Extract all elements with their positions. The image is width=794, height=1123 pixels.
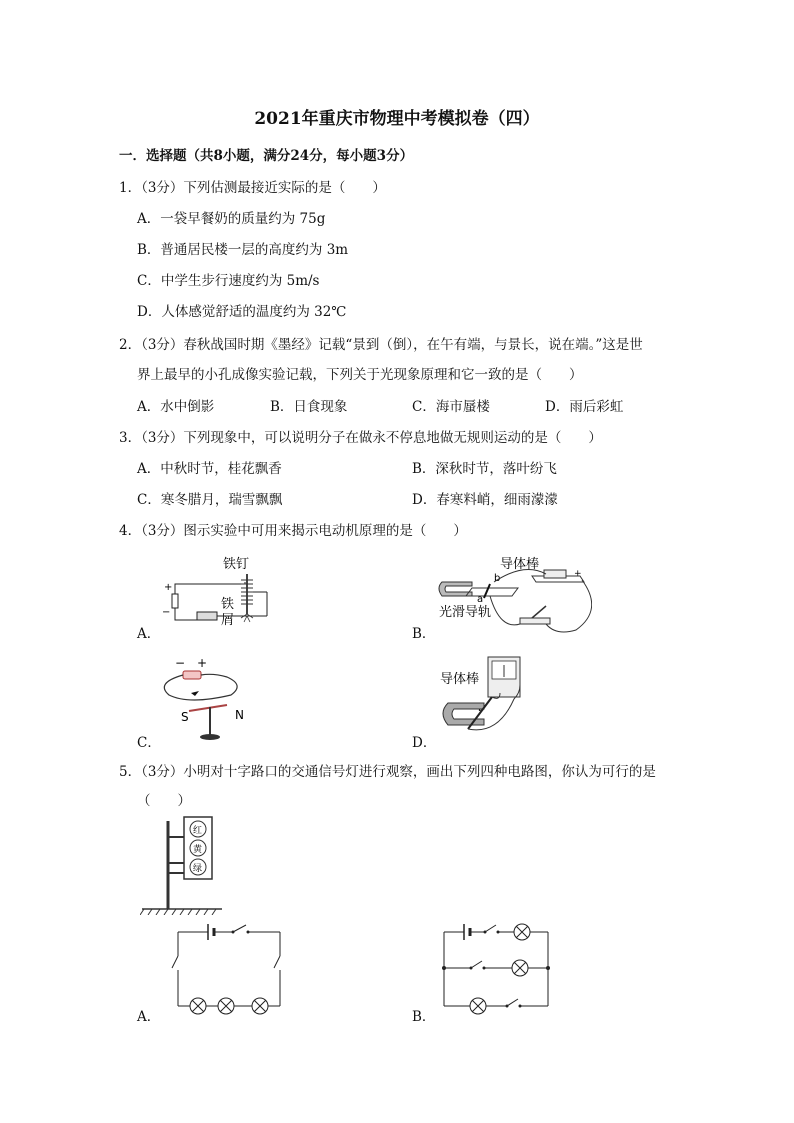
switch-icon	[233, 925, 246, 932]
plus-sign: +	[197, 656, 208, 670]
switch-icon	[507, 999, 518, 1006]
q2-stem-line2: 界上最早的小孔成像实验记载，下列关于光现象原理和它一致的是（ ）	[137, 367, 583, 383]
rail-label: 光滑导轨	[439, 605, 492, 620]
yellow-light-label: 黄	[193, 845, 203, 855]
battery-icon	[183, 671, 201, 679]
red-light-label: 红	[193, 826, 203, 836]
q1-stem: 1．（3分）下列估测最接近实际的是（ ）	[119, 180, 386, 196]
nail-label: 铁钉	[223, 557, 250, 572]
figure-rails	[432, 552, 592, 634]
q5-bracket: （ ）	[137, 793, 191, 809]
switch-icon	[520, 618, 550, 624]
q3-option-d: D．春寒料峭，细雨濛濛	[412, 492, 558, 508]
point-a-label: a	[477, 594, 484, 605]
rod-label: 导体棒	[500, 557, 540, 572]
q2-option-c: C．海市蜃楼	[412, 399, 490, 415]
q3-option-a: A．中秋时节，桂花飘香	[137, 461, 282, 477]
iron-filings-icon	[241, 614, 253, 622]
section-heading: 一．选择题（共8小题，满分24分，每小题3分）	[119, 148, 414, 164]
figure-oersted	[155, 655, 255, 743]
q4-option-d: D．	[412, 735, 437, 751]
minus-sign: −	[175, 656, 186, 670]
compass-needle-icon	[189, 705, 227, 711]
circuit-b	[436, 920, 556, 1020]
filings-label-2: 屑	[221, 613, 235, 628]
q5-option-a: A．	[137, 1009, 161, 1025]
q4-option-c: C．	[137, 735, 161, 751]
minus-sign: −	[162, 607, 171, 618]
plus-sign: +	[574, 569, 582, 579]
magnet-icon	[443, 703, 484, 725]
q1-option-d: D．人体感觉舒适的温度约为 32℃	[137, 304, 347, 320]
q2-stem-line1: 2．（3分）春秋战国时期《墨经》记载“景到（倒），在午有端，与景长，说在端。”这是世	[119, 337, 643, 353]
switch-icon	[485, 925, 496, 932]
switch-icon	[471, 961, 482, 968]
q5-option-b: B．	[412, 1009, 436, 1025]
battery-icon	[172, 594, 178, 608]
q3-option-c: C．寒冬腊月，瑞雪飘飘	[137, 492, 283, 508]
q4-option-a: A．	[137, 626, 161, 642]
switch-icon	[172, 956, 178, 968]
figure-galvanometer	[438, 655, 538, 743]
q4-option-b: B．	[412, 626, 436, 642]
q3-stem: 3．（3分）下列现象中，可以说明分子在做永不停息地做无规则运动的是（ ）	[119, 430, 602, 446]
q1-option-a: A．一袋早餐奶的质量约为 75g	[137, 211, 326, 227]
plus-sign: +	[164, 582, 173, 593]
q2-option-a: A．水中倒影	[137, 399, 215, 415]
page-title: 2021年重庆市物理中考模拟卷（四）	[254, 109, 540, 129]
q2-option-d: D．雨后彩虹	[545, 399, 624, 415]
q4-stem: 4．（3分）图示实验中可用来揭示电动机原理的是（ ）	[119, 523, 467, 539]
q5-stem: 5．（3分）小明对十字路口的交通信号灯进行观察，画出下列四种电路图，你认为可行的是	[119, 764, 656, 780]
green-light-label: 绿	[193, 864, 203, 874]
filings-label-1: 铁	[221, 597, 235, 612]
switch-icon	[197, 612, 217, 620]
q2-option-b: B．日食现象	[270, 399, 348, 415]
figure-electromagnet	[155, 552, 275, 632]
switch-icon	[274, 956, 280, 968]
q1-option-b: B．普通居民楼一层的高度约为 3m	[137, 242, 349, 258]
point-b-label: b	[494, 573, 501, 584]
traffic-light-figure	[140, 815, 240, 915]
rod-label: 导体棒	[440, 672, 480, 687]
circuit-a	[170, 920, 290, 1020]
south-pole-label: S	[181, 710, 189, 724]
q3-option-b: B．深秋时节，落叶纷飞	[412, 461, 557, 477]
north-pole-label: N	[235, 708, 244, 722]
q1-option-c: C．中学生步行速度约为 5m/s	[137, 273, 320, 289]
